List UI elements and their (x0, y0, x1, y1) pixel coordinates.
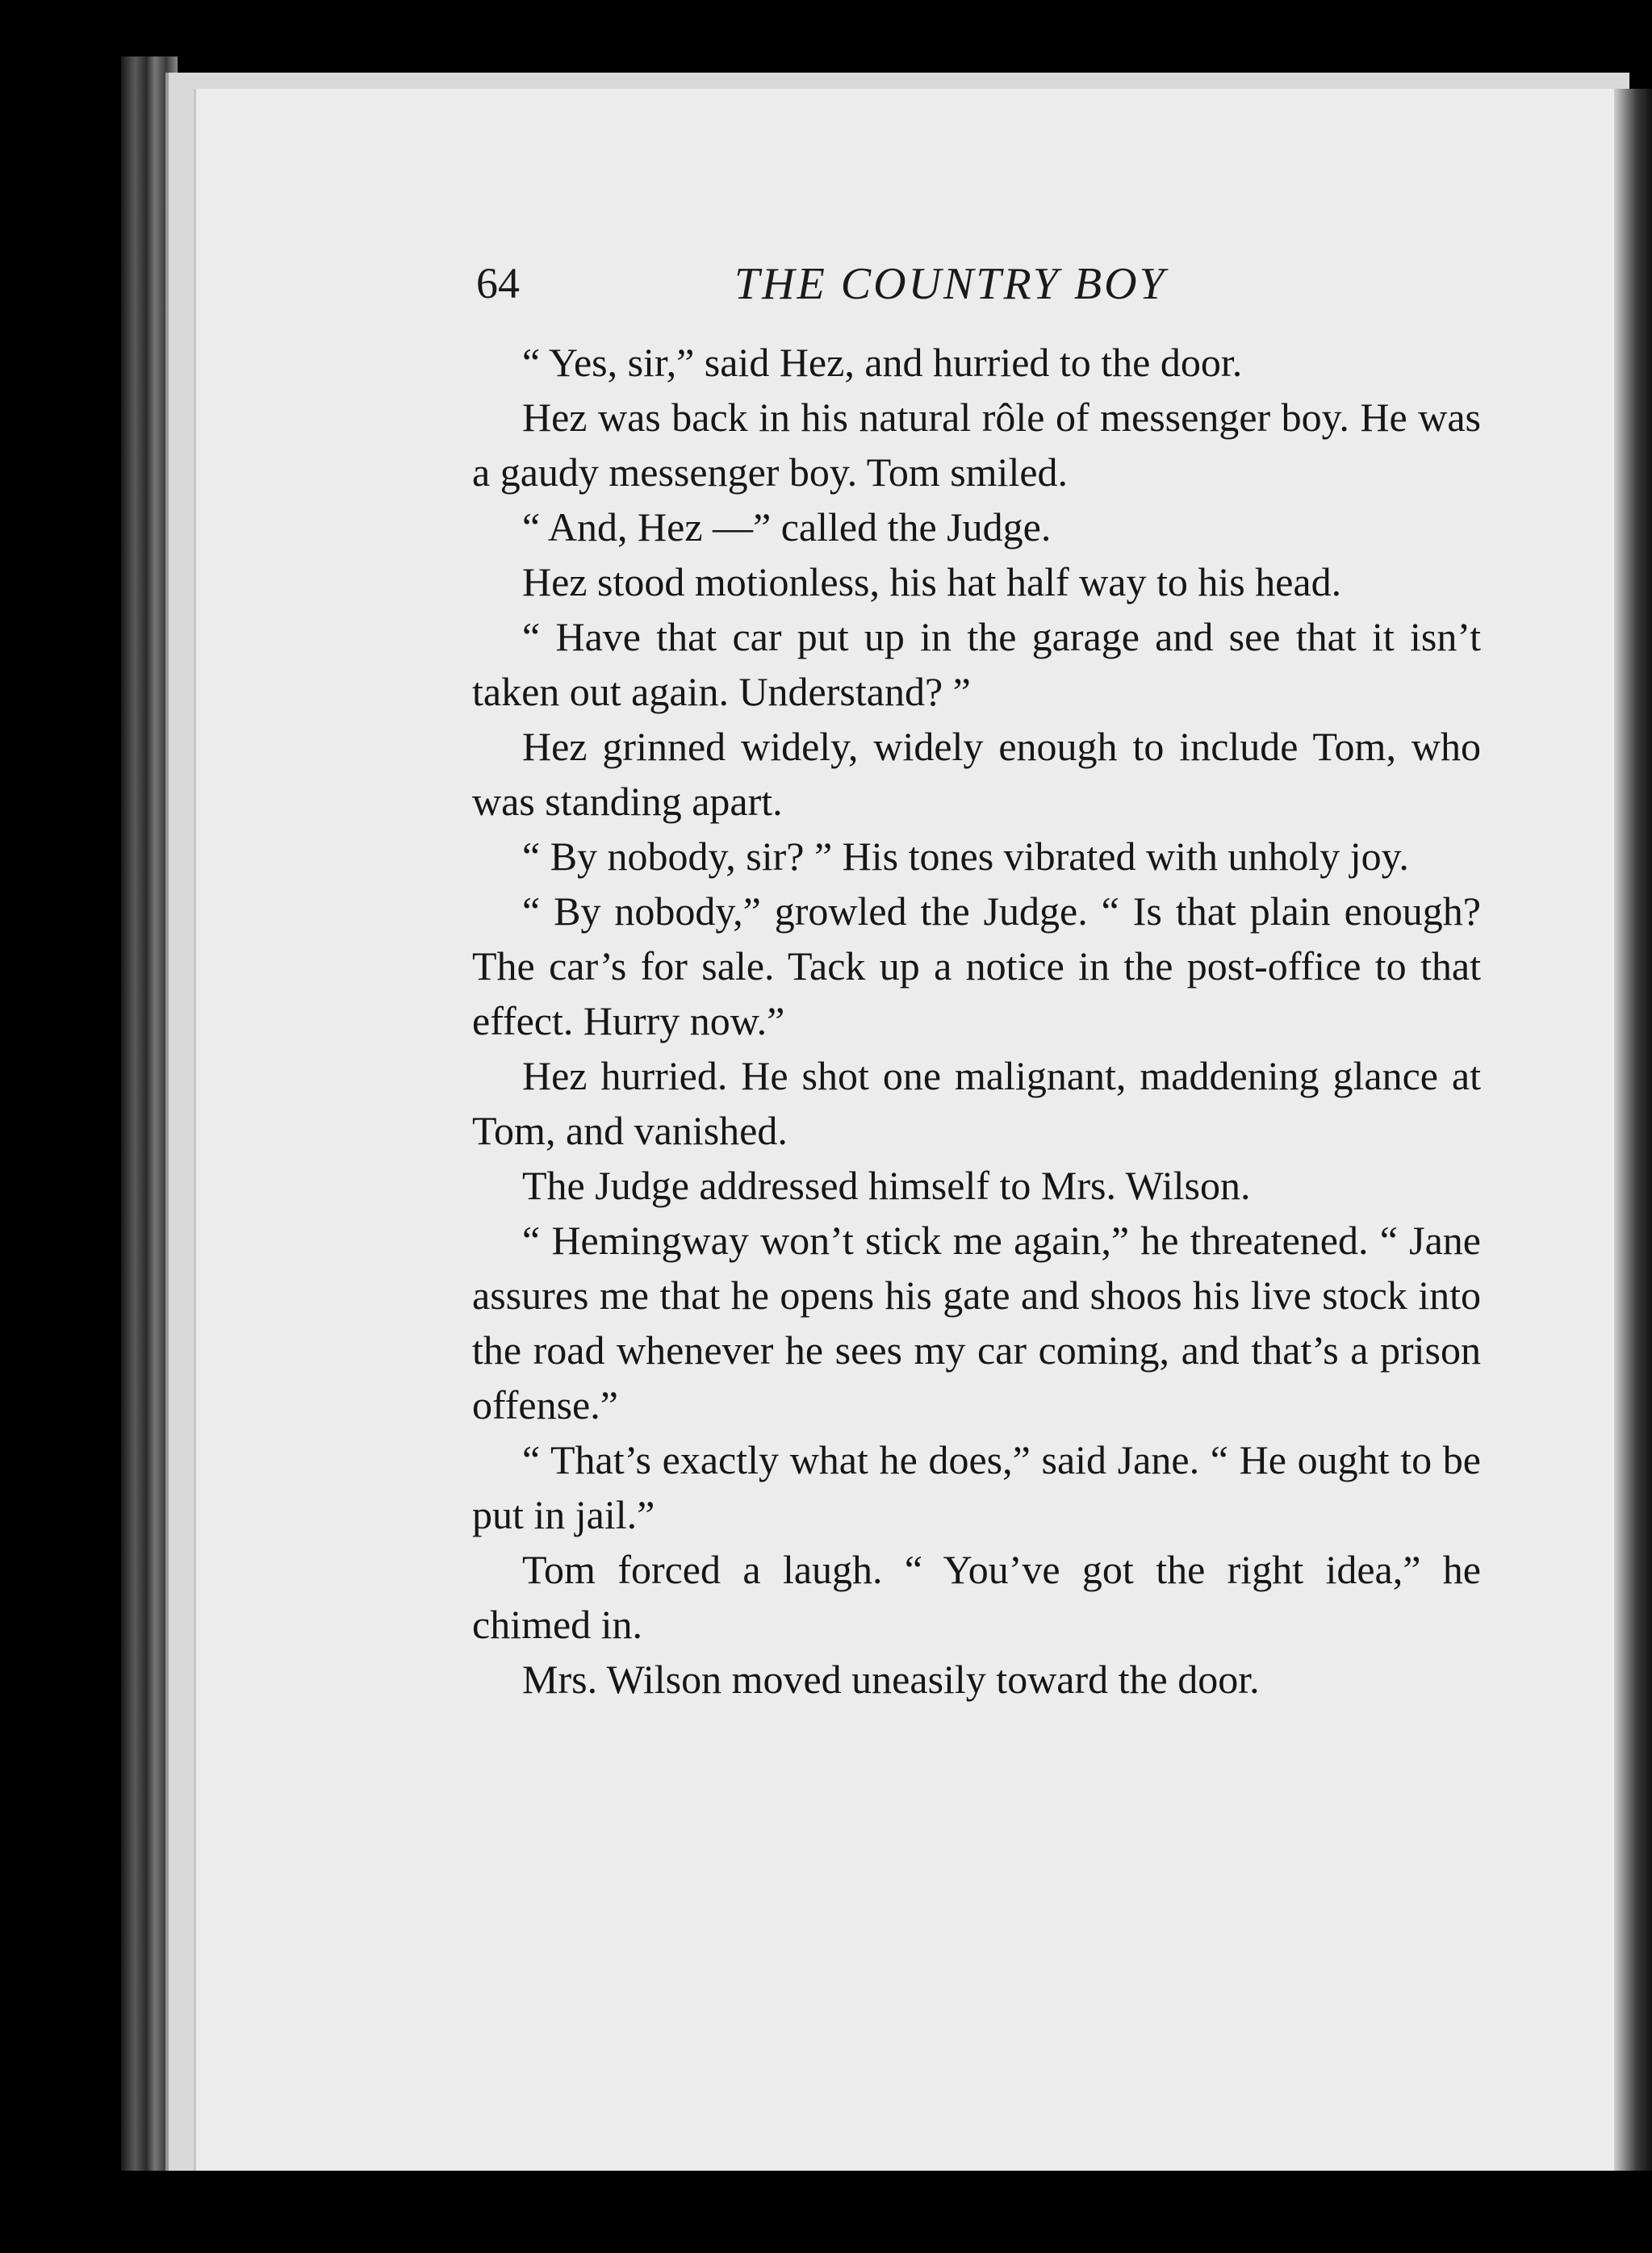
running-head (476, 258, 1501, 323)
paragraph: Hez hurried. He shot one malignant, maddening glance at Tom, and vanished. (472, 1053, 1481, 1153)
paragraph: “ And, Hez —” called the Judge. (522, 504, 1052, 550)
page-right-edge (1614, 89, 1652, 2171)
paragraph: “ Have that car put up in the garage and see that it isn’t taken out again. Understand? ” (472, 614, 1481, 714)
paragraph: “ That’s exactly what he does,” said Jane. “ He ought to be put in jail.” (472, 1437, 1481, 1537)
page-number: 64 (476, 259, 520, 307)
paragraph: “ By nobody, sir? ” His tones vibrated with unholy joy. (522, 834, 1409, 879)
book-title: THE COUNTRY BOY (734, 259, 1167, 309)
body-text (472, 335, 1481, 1707)
paragraph: Mrs. Wilson moved uneasily toward the door. (522, 1657, 1260, 1702)
paragraph: Hez stood motionless, his hat half way to his head. (522, 559, 1342, 604)
paragraph: Hez was back in his natural rôle of messenger boy. He was a gaudy messenger boy. Tom smiled. (472, 395, 1481, 495)
paragraph: “ Yes, sir,” said Hez, and hurried to the door. (522, 340, 1243, 385)
paragraph: The Judge addressed himself to Mrs. Wilson. (522, 1163, 1251, 1208)
paragraph: Tom forced a laugh. “ You’ve got the right idea,” he chimed in. (472, 1547, 1481, 1647)
paragraph: Hez grinned widely, widely enough to include Tom, who was standing apart. (472, 724, 1481, 824)
paragraph: “ By nobody,” growled the Judge. “ Is that plain enough? The car’s for sale. Tack up a notice in the post-office to that effect. Hurry now.” (472, 888, 1481, 1043)
paragraph: “ Hemingway won’t stick me again,” he threatened. “ Jane assures me that he opens his gate and shoos his live stock into the road whenever he sees my car coming, and that’s a prison offense.” (472, 1218, 1481, 1427)
